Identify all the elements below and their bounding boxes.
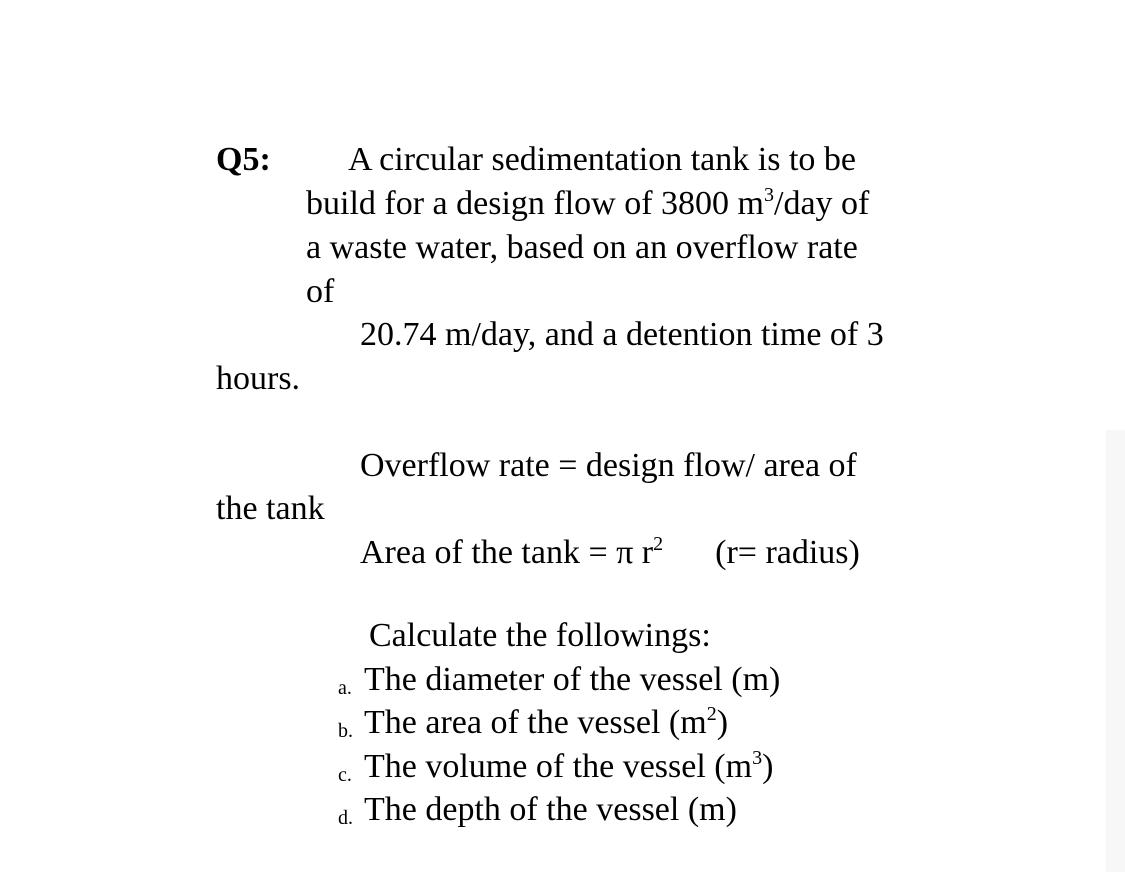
list-item-text: The volume of the vessel (m (364, 748, 753, 785)
question-line-2 (306, 184, 869, 224)
list-marker: d. (338, 807, 353, 829)
area-formula-text: Area of the tank = π r (360, 534, 654, 571)
list-marker: b. (338, 720, 353, 742)
question-line-6: hours. (216, 360, 301, 397)
list-item (364, 747, 773, 787)
list-item-text: The area of the vessel (m (364, 704, 707, 741)
question-line-5: 20.74 m/day, and a detention time of 3 (360, 316, 884, 353)
area-formula (360, 533, 860, 573)
question-line-2-text: build for a design flow of 3800 m (306, 185, 764, 222)
overflow-formula-line-2: the tank (216, 490, 325, 527)
radius-note: (r= radius) (715, 534, 860, 571)
question-line-3: a waste water, based on an overflow rate (306, 229, 858, 266)
list-item: The depth of the vessel (m) (364, 791, 737, 828)
tasks-heading: Calculate the followings: (369, 617, 711, 654)
list-item (364, 703, 728, 743)
list-item: The diameter of the vessel (m) (364, 661, 781, 698)
overflow-formula-line-1: Overflow rate = design flow/ area of (360, 447, 857, 484)
list-item-close: ) (716, 704, 729, 741)
page-edge-shade (1106, 430, 1125, 872)
question-line-1: A circular sedimentation tank is to be (348, 141, 856, 178)
list-marker: c. (338, 764, 352, 786)
square-superscript: 2 (706, 703, 717, 725)
cubic-superscript: 3 (752, 747, 763, 769)
question-label: Q5: (216, 141, 271, 178)
list-marker: a. (338, 677, 352, 699)
list-item-close: ) (762, 748, 774, 785)
question-line-4: of (306, 273, 335, 310)
cubic-superscript: 3 (764, 184, 774, 206)
area-formula-superscript: 2 (653, 533, 664, 555)
question-line-2-tail: /day of (774, 185, 870, 222)
